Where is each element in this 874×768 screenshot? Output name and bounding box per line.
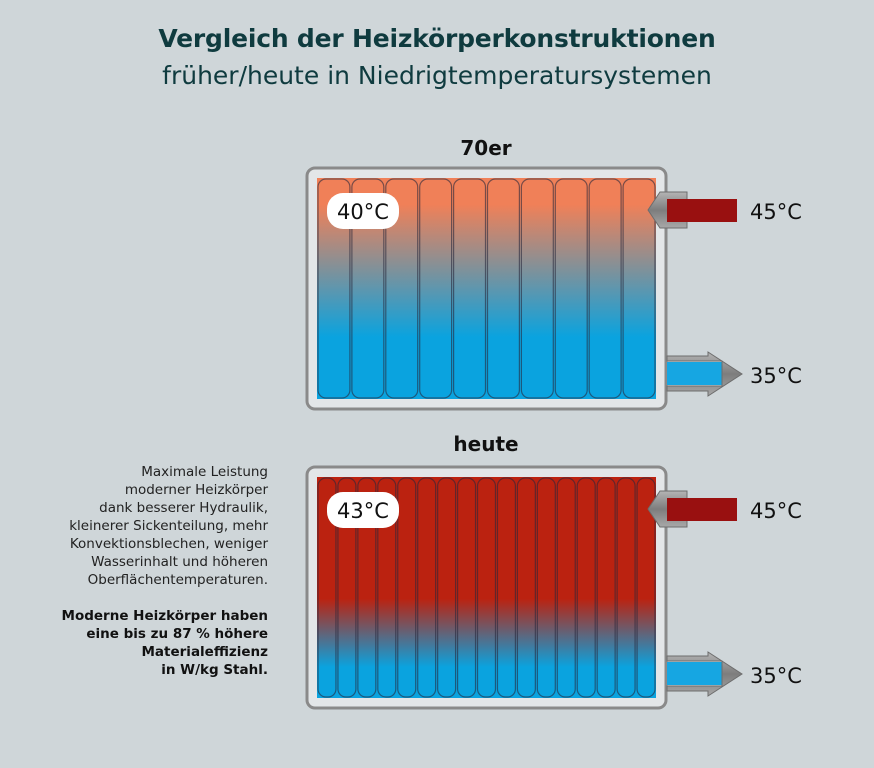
description-line: Wasserinhalt und höheren	[91, 554, 268, 570]
supply-temp-label: 45°C	[750, 499, 802, 523]
return-pipe	[667, 362, 722, 385]
internal-temp-badge	[327, 193, 399, 229]
supply-connector	[648, 192, 737, 228]
radiator-heute	[307, 467, 802, 708]
internal-temp-badge	[327, 492, 399, 528]
description-line: dank besserer Hydraulik,	[99, 500, 268, 516]
supply-pipe	[667, 199, 737, 222]
radiator-label-70er: 70er	[460, 136, 512, 160]
internal-temp-label: 43°C	[337, 499, 389, 523]
description-line: Oberflächentemperaturen.	[87, 572, 268, 588]
return-pipe	[667, 662, 722, 685]
return-temp-label: 35°C	[750, 664, 802, 688]
highlight-line: Materialeffizienz	[141, 644, 268, 660]
highlight-line: eine bis zu 87 % höhere	[86, 626, 268, 642]
internal-temp-label: 40°C	[337, 200, 389, 224]
supply-temp-label: 45°C	[750, 200, 802, 224]
return-temp-label: 35°C	[750, 364, 802, 388]
highlight-line: in W/kg Stahl.	[161, 662, 268, 678]
radiator-70er	[307, 168, 802, 409]
supply-connector	[648, 491, 737, 527]
page-title: Vergleich der Heizkörperkonstruktionen	[158, 24, 716, 53]
supply-pipe	[667, 498, 737, 521]
return-connector	[667, 352, 742, 396]
radiator-label-heute: heute	[453, 432, 519, 456]
description-line: kleinerer Sickenteilung, mehr	[69, 518, 268, 534]
return-connector	[667, 652, 742, 696]
description-line: Konvektionsblechen, weniger	[69, 536, 268, 552]
page-subtitle: früher/heute in Niedrigtemperatursystemen	[162, 61, 712, 90]
description-line: moderner Heizkörper	[124, 482, 268, 498]
highlight-line: Moderne Heizkörper haben	[61, 608, 268, 624]
description-line: Maximale Leistung	[141, 464, 268, 480]
